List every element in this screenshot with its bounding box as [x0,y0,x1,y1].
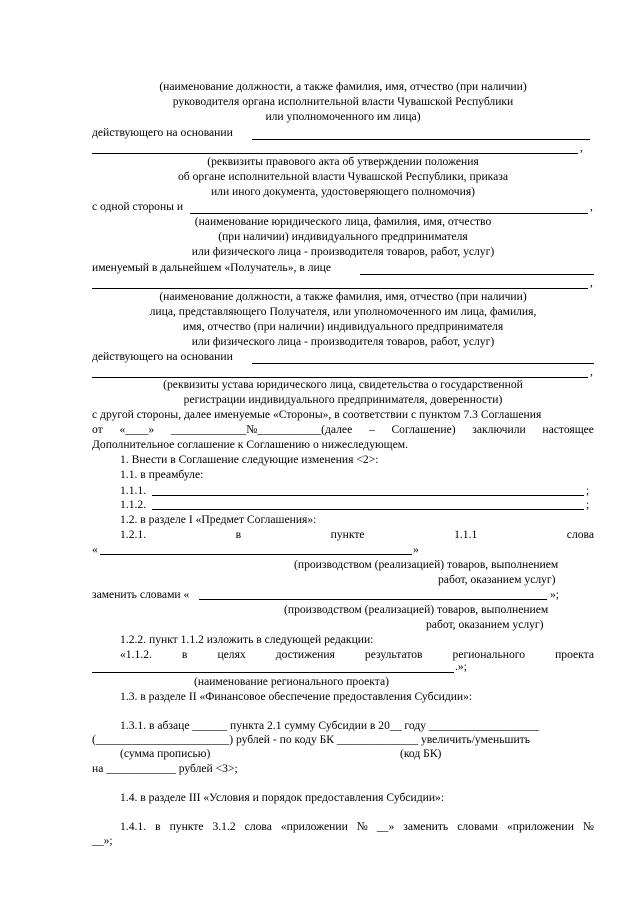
word: «____» [119,423,155,436]
word: целях [217,648,246,661]
word: 3.1.2 [212,820,236,833]
word: – [368,423,375,436]
acting-basis-blank [252,139,590,140]
acting-basis-blank-2 [92,153,578,154]
semicolon: ; [586,484,590,497]
caption-regional-project: (наименование регионального проекта) [194,675,389,688]
acting-basis-label-2: действующего на основании [92,350,233,363]
word: настоящее [542,423,594,436]
caption-production: (производством (реализацией) товаров, выполнением [294,558,559,571]
agreement-date-line [92,423,594,437]
clause-1-3-1-cont: (_______________________) рублей - по коду БК ______________ увеличить/уменьшить [92,733,531,746]
caption-recipient-2: (при наличии) индивидуального предпринимателя [218,230,468,243]
representative-blank-2 [92,288,588,289]
clause-1-2-1-line [120,528,594,542]
caption-production-3: (производством (реализацией) товаров, выполнением [284,603,549,616]
caption-official-name: (наименование должности, а также фамилия, имя, отчество (при наличии) [159,80,527,93]
acting-basis-label: действующего на основании [92,126,233,139]
word: «1.1.2. [120,648,152,661]
comma: , [590,365,593,378]
word: Соглашение) [391,423,456,436]
caption-production-4: работ, оказанием услуг) [426,618,544,631]
word: от [92,423,103,436]
close-quote: »; [550,588,560,601]
caption-representative-4: или физического лица - производителя товаров, работ, услуг) [191,335,495,348]
word: в [155,820,161,833]
word: в [235,528,242,541]
clause-1-3: 1.3. в разделе II «Финансовое обеспечение предоставления Субсидии»: [120,690,473,703]
word: 1.4.1. [120,820,147,833]
caption-official-name-2: руководителя органа исполнительной власти Чувашской Республики [172,95,514,108]
word: заключили [472,423,526,436]
clause-1-4-1-line [120,820,594,834]
comma: , [580,141,583,154]
word: в [181,648,188,661]
comma: , [590,200,593,213]
caption-bk-code: (код БК) [400,747,442,760]
caption-legal-act-2: об органе исполнительной власти Чувашской Республики, приказа [178,170,508,183]
clause-1-3-1: 1.3.1. в абзаце ______ пункта 2.1 сумму Субсидии в 20__ году ___________________ [120,719,540,732]
acting-basis-blank-3 [252,363,594,364]
word: проекта [555,648,594,661]
word: № [356,820,368,833]
clause-1: 1. Внести в Соглашение следующие изменения <2>: [120,453,379,466]
caption-official-name-3: или уполномоченного им лица) [265,110,421,123]
caption-charter: (реквизиты устава юридического лица, свидетельства о государственной [163,378,523,391]
old-words-blank [100,554,412,555]
clause-1-2: 1.2. в разделе I «Предмет Соглашения»: [120,513,317,526]
close-quote: » [413,543,419,556]
word: слова [566,528,594,541]
word: регионального [452,648,526,661]
caption-charter-2: регистрации индивидуального предпринимателя, доверенности) [183,393,503,406]
one-party-label: с одной стороны и [92,200,184,213]
caption-representative-3: имя, отчество (при наличии) индивидуального предпринимателя [182,320,504,333]
word: _____________№___________(далее [170,423,353,436]
clause-1-1-1-blank [152,495,584,496]
clause-1-2-2: 1.2.2. пункт 1.1.2 изложить в следующей редакции: [120,633,374,646]
clause-1-1: 1.1. в преамбуле: [120,468,204,481]
open-quote: « [92,543,98,556]
comma: , [590,276,593,289]
replace-with-label: заменить словами « [92,588,190,601]
word: «приложении [506,820,574,833]
semicolon: ; [586,498,590,511]
clause-1-1-2-new-line [120,648,594,662]
line-end: .»; [455,660,467,673]
caption-legal-act-3: или иного документа, удостоверяющего полномочия) [210,185,476,198]
word: 1.2.1. [120,528,147,541]
clause-1-3-1-end: на ____________ рублей <3>; [92,762,238,775]
caption-representative: (наименование должности, а также фамилия, имя, отчество (при наличии) [159,290,527,303]
caption-legal-act: (реквизиты правового акта об утверждении положения [207,155,479,168]
word: __» [376,820,395,833]
recipient-named-label: именуемый в дальнейшем «Получатель», в лице [92,261,332,274]
word: словами [457,820,498,833]
word: пункте [330,528,365,541]
word: 1.1.1 [454,528,478,541]
regional-project-blank [92,672,454,673]
caption-representative-2: лица, представляющего Получателя, или уполномоченного им лица, фамилия, [149,305,537,318]
word: слова [244,820,272,833]
word: заменить [403,820,449,833]
word: № [582,820,594,833]
representative-blank [360,274,594,275]
new-words-blank [199,599,547,600]
word: результатов [364,648,423,661]
recipient-blank [190,213,588,214]
word: пункте [169,820,204,833]
other-party-text: с другой стороны, далее именуемые «Стороны», в соответствии с пунктом 7.3 Соглашения [92,408,542,421]
agreement-intro-end: Дополнительное соглашение к Соглашению о нижеследующем. [92,438,408,451]
word: «приложении [280,820,348,833]
clause-1-1-2-blank [152,509,584,510]
caption-recipient: (наименование юридического лица, фамилия, имя, отчество [194,215,492,228]
clause-1-4: 1.4. в разделе III «Условия и порядок предоставления Субсидии»: [120,791,445,804]
clause-1-1-2: 1.1.2. [120,498,147,511]
caption-sum-words: (сумма прописью) [120,747,211,760]
clause-1-1-1: 1.1.1. [120,484,147,497]
word: достижения [275,648,335,661]
clause-1-4-1-end: __»; [92,834,113,847]
caption-production-2: работ, оказанием услуг) [438,573,556,586]
caption-recipient-3: или физического лица - производителя товаров, работ, услуг) [191,245,495,258]
